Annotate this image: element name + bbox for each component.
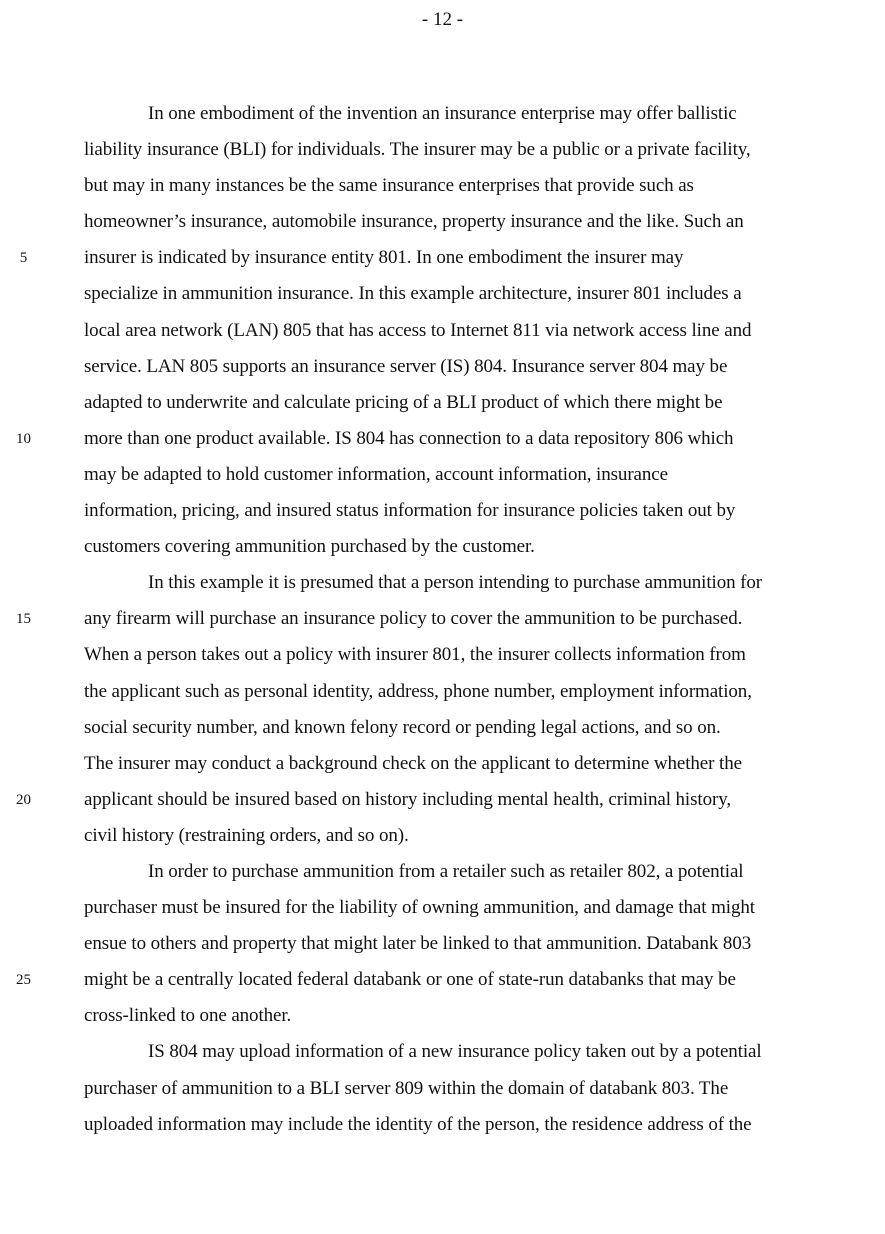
line-text: liability insurance (BLI) for individuals. The insurer may be a public or a private facility, <box>84 139 751 161</box>
line-text: In order to purchase ammunition from a retailer such as retailer 802, a potential <box>148 860 744 882</box>
text-line <box>0 962 885 998</box>
line-text: information, pricing, and insured status information for insurance policies taken out by <box>84 500 736 522</box>
text-line <box>0 1034 885 1070</box>
text-line <box>0 1107 885 1143</box>
line-text: might be a centrally located federal databank or one of state-run databanks that may be <box>84 969 736 991</box>
line-text: service. LAN 805 supports an insurance server (IS) 804. Insurance server 804 may be <box>84 355 728 377</box>
text-line <box>0 457 885 493</box>
line-text: In this example it is presumed that a person intending to purchase ammunition for <box>148 572 763 594</box>
line-text: When a person takes out a policy with insurer 801, the insurer collects information from <box>84 644 746 666</box>
line-text: local area network (LAN) 805 that has access to Internet 811 via network access line and <box>84 319 752 341</box>
line-text: IS 804 may upload information of a new insurance policy taken out by a potential <box>148 1041 762 1063</box>
line-number: 5 <box>19 250 28 267</box>
text-line <box>0 132 885 168</box>
page-number: - 12 - <box>421 9 464 30</box>
line-text: cross-linked to one another. <box>84 1005 292 1027</box>
line-text: applicant should be insured based on history including mental health, criminal history, <box>84 788 732 810</box>
text-line <box>0 890 885 926</box>
text-line <box>0 601 885 637</box>
line-text: customers covering ammunition purchased by the customer. <box>84 536 535 558</box>
line-text: purchaser of ammunition to a BLI server 809 within the domain of databank 803. The <box>84 1077 729 1099</box>
line-text: adapted to underwrite and calculate pricing of a BLI product of which there might be <box>84 391 723 413</box>
line-number: 25 <box>16 972 31 989</box>
text-line <box>0 349 885 385</box>
line-text: may be adapted to hold customer information, account information, insurance <box>84 463 668 485</box>
line-text: more than one product available. IS 804 has connection to a data repository 806 which <box>84 427 734 449</box>
line-number: 10 <box>16 430 31 447</box>
text-line <box>0 276 885 312</box>
line-text: specialize in ammunition insurance. In this example architecture, insurer 801 includes a <box>84 283 742 305</box>
line-text: civil history (restraining orders, and so on). <box>84 824 409 846</box>
text-line <box>0 529 885 565</box>
line-text: social security number, and known felony record or pending legal actions, and so on. <box>84 716 721 738</box>
line-number: 15 <box>16 611 31 628</box>
text-line <box>0 240 885 276</box>
line-text: In one embodiment of the invention an insurance enterprise may offer ballistic <box>148 103 737 124</box>
text-line <box>0 421 885 457</box>
line-text: uploaded information may include the identity of the person, the residence address of the <box>84 1113 752 1135</box>
text-line <box>0 926 885 962</box>
text-line <box>0 674 885 710</box>
line-text: purchaser must be insured for the liability of owning ammunition, and damage that might <box>84 897 755 919</box>
body-text <box>0 96 885 1143</box>
line-text: the applicant such as personal identity, address, phone number, employment information, <box>84 680 752 702</box>
line-text: homeowner’s insurance, automobile insurance, property insurance and the like. Such an <box>84 211 744 233</box>
text-line <box>0 637 885 673</box>
text-line <box>0 96 885 132</box>
line-number: 20 <box>16 791 31 808</box>
text-line <box>0 818 885 854</box>
text-line <box>0 204 885 240</box>
line-text: insurer is indicated by insurance entity 801. In one embodiment the insurer may <box>84 247 684 269</box>
text-line <box>0 998 885 1034</box>
text-line <box>0 493 885 529</box>
text-line <box>0 565 885 601</box>
text-line <box>0 854 885 890</box>
text-line <box>0 168 885 204</box>
text-line <box>0 385 885 421</box>
line-text: any firearm will purchase an insurance policy to cover the ammunition to be purchased. <box>84 608 743 630</box>
line-text: ensue to others and property that might later be linked to that ammunition. Databank 803 <box>84 933 752 955</box>
text-line <box>0 782 885 818</box>
line-text: but may in many instances be the same insurance enterprises that provide such as <box>84 175 694 197</box>
text-line <box>0 746 885 782</box>
line-text: The insurer may conduct a background check on the applicant to determine whether the <box>84 752 742 774</box>
text-line <box>0 313 885 349</box>
text-line <box>0 710 885 746</box>
text-line <box>0 1071 885 1107</box>
